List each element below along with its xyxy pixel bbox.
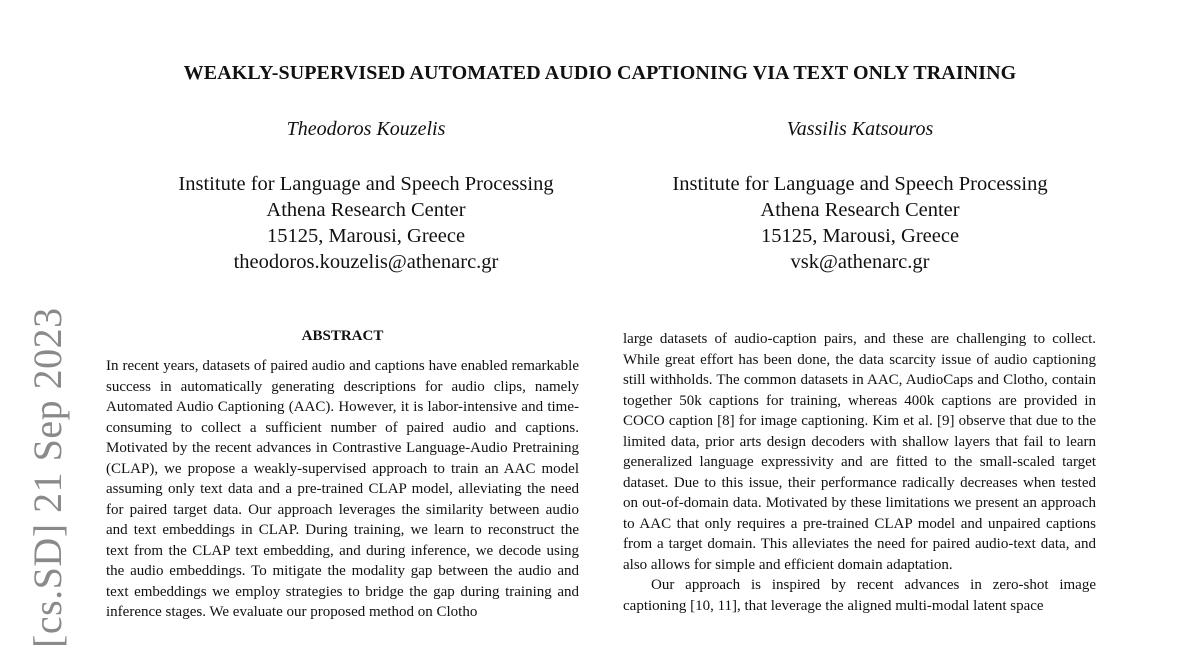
author-affiliation-1 xyxy=(136,171,596,275)
author-email[interactable]: vsk@athenarc.gr xyxy=(790,251,930,273)
abstract-paragraph: In recent years, datasets of paired audio and captions have enabled remarkable success in automatically generating descriptions for audio clips, namely Automated Audio Captioning (AAC). However, it is labor-intensive and time-consuming to collect a sufficient number of paired audio and captions. Motivated by the recent advances in Contrastive Language-Audio Pretraining (CLAP), we propose a weakly-supervised approach to train an AAC model assuming only text data and a pre-trained CLAP model, alleviating the need for paired target data. Our approach leverages the similarity between audio and text embeddings in CLAP. During training, we learn to reconstruct the text from the CLAP text embedding, and during inference, we decode using the audio embeddings. To mitigate the modality gap between the audio and text embeddings we employ strategies to bridge the gap during training and inference stages. We evaluate our proposed method on Clotho xyxy=(106,358,579,620)
abstract-body xyxy=(106,356,579,623)
affiliation-address: 15125, Marousi, Greece xyxy=(266,225,466,247)
author-name-1: Theodoros Kouzelis xyxy=(286,118,446,140)
paper-title: WEAKLY-SUPERVISED AUTOMATED AUDIO CAPTIONING VIA TEXT ONLY TRAINING xyxy=(183,62,1017,84)
affiliation-address: 15125, Marousi, Greece xyxy=(760,225,960,247)
affiliation-institute: Institute for Language and Speech Processing xyxy=(672,173,1048,195)
intro-paragraph-1: large datasets of audio-caption pairs, and these are challenging to collect. While great effort has been done, the data scarcity issue of audio captioning still withholds. The common datasets in AAC, AudioCaps and Clotho, contain together 50k captions for training, whereas 400k captions are provided in COCO caption [8] for image captioning. Kim et al. [9] observe that due to the limited data, prior arts design decoders with shallow layers that fail to learn generalized language expressivity and are fitted to the small-scaled target dataset. Due to this issue, their performance radically decreases when tested on out-of-domain data. Motivated by these limitations we present an approach to AAC that only requires a pre-trained CLAP model and unpaired captions from a target domain. This alleviates the need for paired audio-text data, and also allows for simple and efficient domain adaptation. xyxy=(623,331,1096,573)
affiliation-center: Athena Research Center xyxy=(266,199,466,221)
arxiv-stamp: [cs.SD] 21 Sep 2023 xyxy=(25,307,70,648)
author-email[interactable]: theodoros.kouzelis@athenarc.gr xyxy=(233,251,499,273)
intro-column xyxy=(623,329,1096,616)
abstract-heading: ABSTRACT xyxy=(301,328,384,344)
author-affiliation-2 xyxy=(630,171,1090,275)
author-name-2: Vassilis Katsouros xyxy=(786,118,934,140)
affiliation-center: Athena Research Center xyxy=(760,199,960,221)
intro-paragraph-2: Our approach is inspired by recent advances in zero-shot image captioning [10, 11], that leverage the aligned multi-modal latent space xyxy=(623,577,1096,614)
affiliation-institute: Institute for Language and Speech Processing xyxy=(178,173,554,195)
